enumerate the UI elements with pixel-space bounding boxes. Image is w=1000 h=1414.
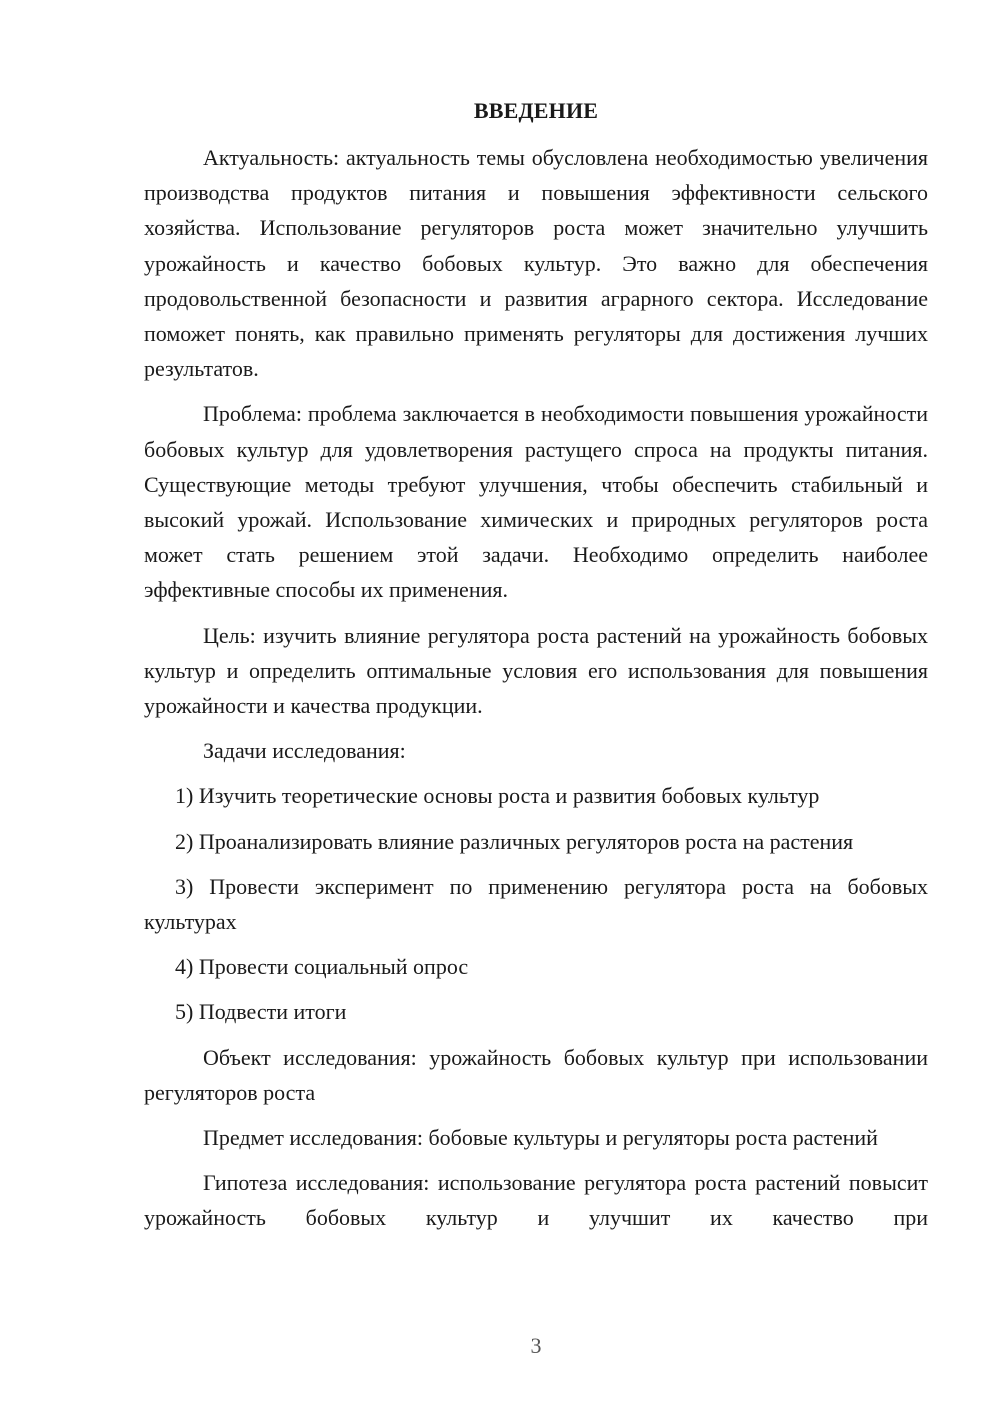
subject-paragraph: Предмет исследования: бобовые культуры и регуляторы роста растений (203, 1125, 878, 1151)
task-item: 2) Проанализировать влияние различных регуляторов роста на растения (175, 828, 854, 854)
tasks-heading: Задачи исследования: (203, 738, 406, 764)
problem-paragraph: Проблема: проблема заключается в необходимости повышения урожайности бобовых культур для удовлетворения растущего спроса на продукты питания. Существующие методы требуют улучшения, чтобы обеспечить стабильный и высокий урожай. Использование химических и природных регуляторов роста может стать решением этой задачи. Необходимо определить наиболее эффективные способы их применения. (144, 401, 928, 603)
hypothesis-paragraph: Гипотеза исследования: использование регулятора роста растений повысит урожайность бобовых культур и улучшит их качество при (144, 1170, 928, 1231)
page-content (144, 96, 928, 1246)
task-item: 1) Изучить теоретические основы роста и развития бобовых культур (175, 783, 820, 809)
page-number: 3 (530, 1333, 542, 1358)
task-item: 3) Провести эксперимент по применению регулятора роста на бобовых культурах (144, 873, 928, 935)
goal-paragraph: Цель: изучить влияние регулятора роста растений на урожайность бобовых культур и определить оптимальные условия его использования для повышения урожайности и качества продукции. (144, 622, 928, 719)
task-item: 4) Провести социальный опрос (175, 954, 469, 980)
page-title: ВВЕДЕНИЕ (473, 98, 599, 123)
relevance-paragraph: Актуальность: актуальность темы обусловлена необходимостью увеличения производства продуктов питания и повышения эффективности сельского хозяйства. Использование регуляторов роста может значительно улучшить урожайность и качество бобовых культур. Это важно для обеспечения продовольственной безопасности и развития аграрного сектора. Исследование поможет понять, как правильно применять регуляторы для достижения лучших результатов. (144, 145, 928, 382)
object-paragraph: Объект исследования: урожайность бобовых культур при использовании регуляторов роста (144, 1044, 928, 1105)
task-item: 5) Подвести итоги (175, 999, 347, 1025)
